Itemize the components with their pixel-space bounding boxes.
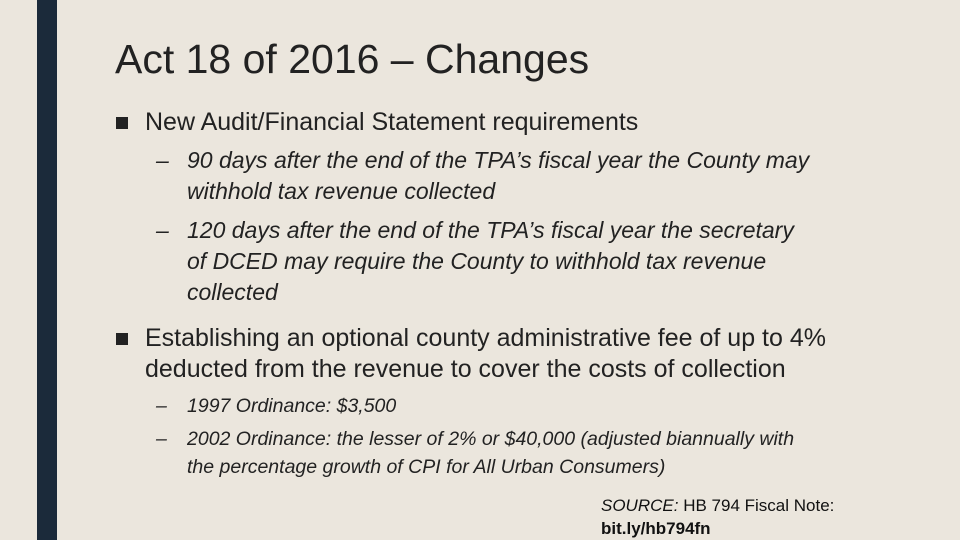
sub-bullet-text [187, 215, 794, 308]
source-label: SOURCE: [601, 496, 679, 515]
dash-marker: – [156, 428, 167, 450]
sub-bullet-line: 1997 Ordinance: $3,500 [187, 395, 397, 417]
slide-title: Act 18 of 2016 – Changes [115, 36, 590, 82]
sub-bullet-line: collected [187, 279, 278, 305]
sub-bullet-line: the percentage growth of CPI for All Urban Consumers) [187, 456, 666, 478]
dash-marker: – [156, 217, 169, 243]
sub-bullet-line: 120 days after the end of the TPA’s fiscal year the secretary [187, 217, 794, 243]
bullet-text [145, 107, 638, 138]
dash-marker: – [156, 147, 169, 173]
dash-marker: – [156, 395, 167, 417]
bullet-line: Establishing an optional county administrative fee of up to 4% [145, 324, 826, 352]
sub-bullet-line: 2002 Ordinance: the lesser of 2% or $40,000 (adjusted biannually with [187, 428, 795, 450]
sub-bullet-line: of DCED may require the County to withhold tax revenue [187, 248, 767, 274]
source-note [601, 494, 834, 540]
sub-bullet-text [187, 425, 794, 481]
square-bullet-icon [115, 332, 129, 346]
bullet-text [145, 323, 826, 385]
sub-bullet-text [187, 145, 809, 207]
sub-bullet-line: 90 days after the end of the TPA’s fiscal year the County may [187, 147, 810, 173]
bullet-line: deducted from the revenue to cover the costs of collection [145, 355, 786, 383]
source-link[interactable]: bit.ly/hb794fn [601, 519, 711, 538]
slide-accent-bar [37, 0, 57, 540]
square-bullet-icon [115, 116, 129, 130]
source-text: HB 794 Fiscal Note: [678, 496, 835, 515]
source-line [601, 494, 834, 517]
bullet-line: New Audit/Financial Statement requirements [145, 108, 639, 136]
sub-bullet-text [187, 392, 396, 420]
sub-bullet-line: withhold tax revenue collected [187, 178, 496, 204]
